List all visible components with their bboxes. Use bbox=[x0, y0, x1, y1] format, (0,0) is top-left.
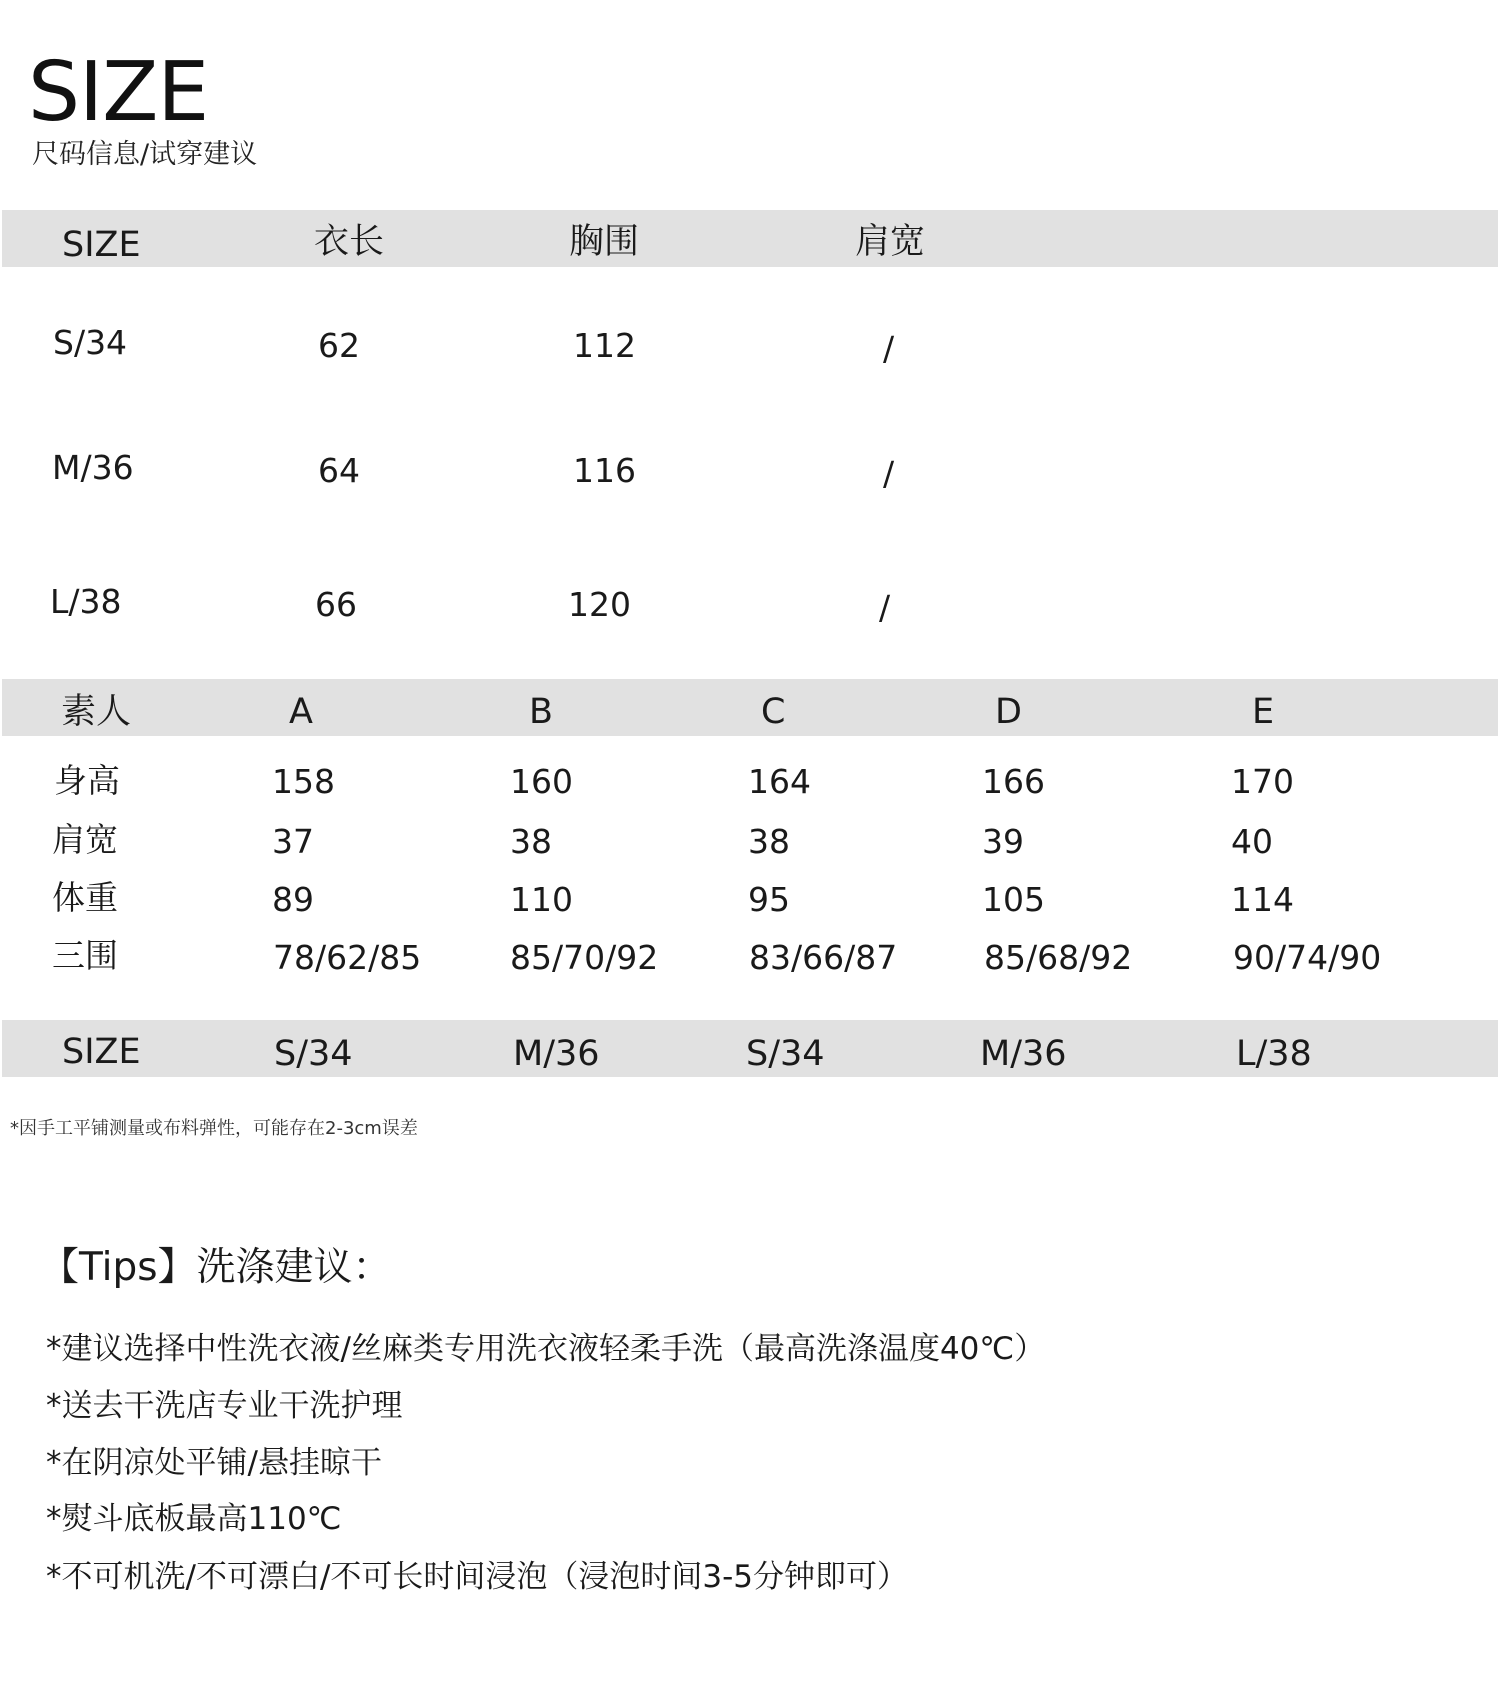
model-row-height-b: 160 bbox=[510, 762, 573, 801]
model-row-weight-e: 114 bbox=[1231, 880, 1294, 919]
model-row-height-a: 158 bbox=[272, 762, 335, 801]
model-size-row-b: M/36 bbox=[513, 1034, 600, 1074]
model-table-header-d: D bbox=[995, 692, 1022, 732]
size-table-row-1-length: 62 bbox=[318, 326, 360, 365]
tip-item-5: *不可机洗/不可漂白/不可长时间浸泡（浸泡时间3-5分钟即可） bbox=[46, 1559, 909, 1595]
model-table-header-c: C bbox=[761, 692, 786, 732]
model-table-header-b: B bbox=[529, 692, 554, 732]
size-table-row-2-size: M/36 bbox=[52, 448, 134, 487]
model-row-shoulder-label: 肩宽 bbox=[52, 820, 118, 859]
size-table-row-1-size: S/34 bbox=[53, 323, 128, 362]
tip-item-1: *建议选择中性洗衣液/丝麻类专用洗衣液轻柔手洗（最高洗涤温度40℃） bbox=[46, 1331, 1046, 1367]
model-size-row-c: S/34 bbox=[746, 1034, 825, 1074]
model-row-measurements-c: 83/66/87 bbox=[749, 938, 898, 977]
model-size-row-d: M/36 bbox=[980, 1034, 1067, 1074]
page-subtitle: 尺码信息/试穿建议 bbox=[32, 139, 258, 170]
size-table-row-2-length: 64 bbox=[318, 451, 360, 490]
size-table-header-size: SIZE bbox=[62, 225, 141, 265]
model-size-row-a: S/34 bbox=[274, 1034, 353, 1074]
model-row-weight-b: 110 bbox=[510, 880, 573, 919]
model-row-height-e: 170 bbox=[1231, 762, 1294, 801]
model-row-shoulder-e: 40 bbox=[1231, 822, 1273, 861]
model-row-measurements-a: 78/62/85 bbox=[273, 938, 422, 977]
model-row-weight-a: 89 bbox=[272, 880, 314, 919]
size-table-row-2-chest: 116 bbox=[573, 451, 636, 490]
model-row-measurements-e: 90/74/90 bbox=[1233, 938, 1382, 977]
size-table-row-2-shoulder: / bbox=[883, 454, 895, 493]
size-table-header-shoulder: 肩宽 bbox=[855, 222, 926, 262]
model-table-header-label: 素人 bbox=[61, 692, 132, 732]
model-row-shoulder-d: 39 bbox=[982, 822, 1024, 861]
model-row-weight-c: 95 bbox=[748, 880, 790, 919]
measurement-note: *因手工平铺测量或布料弹性，可能存在2-3cm误差 bbox=[10, 1118, 418, 1139]
size-table-header-chest: 胸围 bbox=[569, 222, 640, 262]
model-row-height-label: 身高 bbox=[54, 761, 120, 800]
model-row-weight-d: 105 bbox=[982, 880, 1045, 919]
model-size-row-label: SIZE bbox=[62, 1032, 141, 1072]
size-table-row-3-length: 66 bbox=[315, 585, 357, 624]
model-row-height-d: 166 bbox=[982, 762, 1045, 801]
model-row-shoulder-a: 37 bbox=[272, 822, 314, 861]
model-row-height-c: 164 bbox=[748, 762, 811, 801]
size-table-row-1-chest: 112 bbox=[573, 326, 636, 365]
size-table-row-1-shoulder: / bbox=[883, 329, 895, 368]
tip-item-3: *在阴凉处平铺/悬挂晾干 bbox=[46, 1445, 382, 1481]
size-table-header-length: 衣长 bbox=[314, 222, 385, 262]
model-table-header-a: A bbox=[289, 692, 313, 732]
model-size-row-e: L/38 bbox=[1236, 1034, 1312, 1074]
size-table-row-3-shoulder: / bbox=[879, 588, 891, 627]
model-row-measurements-d: 85/68/92 bbox=[984, 938, 1133, 977]
size-table-row-3-size: L/38 bbox=[50, 582, 122, 621]
model-table-header-e: E bbox=[1252, 692, 1275, 732]
model-row-shoulder-c: 38 bbox=[748, 822, 790, 861]
model-row-weight-label: 体重 bbox=[52, 878, 118, 917]
model-row-measurements-b: 85/70/92 bbox=[510, 938, 659, 977]
size-table-row-3-chest: 120 bbox=[568, 585, 631, 624]
page-title: SIZE bbox=[28, 45, 209, 140]
model-row-shoulder-b: 38 bbox=[510, 822, 552, 861]
tip-item-2: *送去干洗店专业干洗护理 bbox=[46, 1388, 403, 1424]
tip-item-4: *熨斗底板最高110℃ bbox=[46, 1501, 342, 1537]
model-row-measurements-label: 三围 bbox=[52, 936, 118, 975]
size-table-header bbox=[2, 210, 1498, 267]
tips-heading: 【Tips】洗涤建议： bbox=[40, 1245, 392, 1290]
